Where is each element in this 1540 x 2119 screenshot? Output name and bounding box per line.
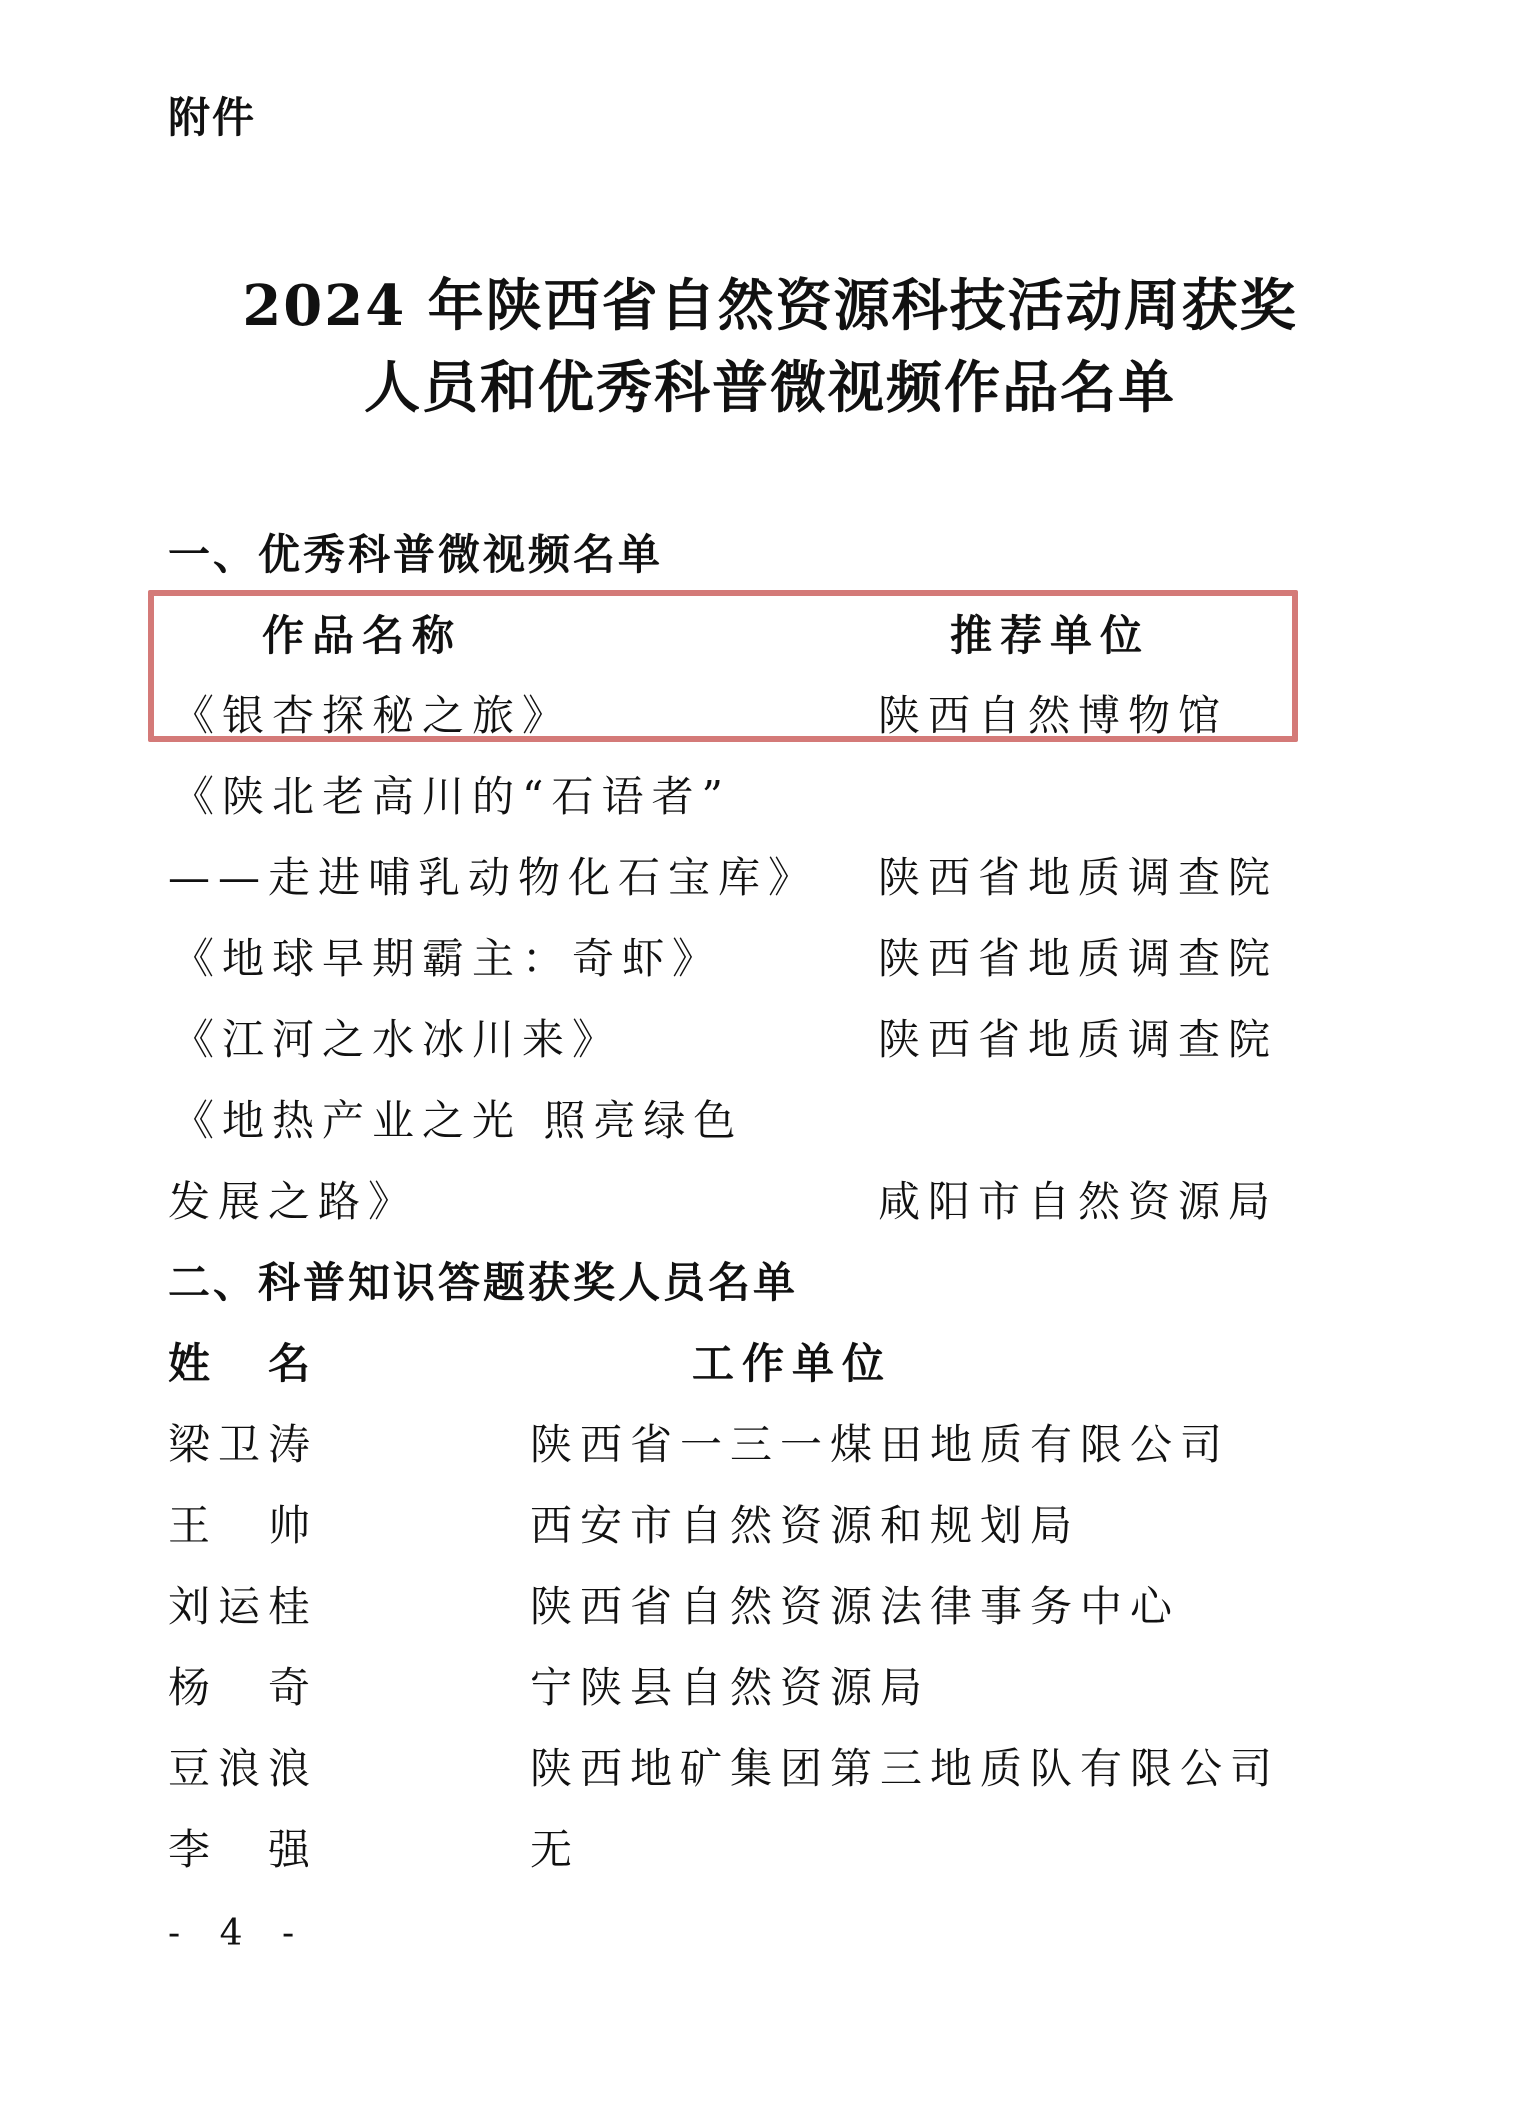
video-row-5-title: 《地热产业之光 照亮绿色 [172,1096,744,1145]
winner-row-1-name: 梁卫涛 [168,1420,319,1469]
winner-row-4-unit: 宁陕县自然资源局 [530,1663,931,1712]
column-header-recommending-unit: 推荐单位 [950,611,1151,660]
document-title-line-2: 人员和优秀科普微视频作品名单 [364,355,1176,421]
winner-row-2-unit: 西安市自然资源和规划局 [530,1501,1081,1550]
column-header-work-title: 作品名称 [262,611,463,660]
winner-row-4-name: 杨 奇 [168,1663,319,1712]
page-number: - 4 - [168,1913,309,1954]
winner-row-6-name: 李 强 [168,1825,319,1874]
column-header-work-unit: 工作单位 [692,1339,893,1388]
winner-row-3-name: 刘运桂 [168,1582,319,1631]
column-header-name: 姓 名 [168,1339,319,1388]
winner-row-1-unit: 陕西省一三一煤田地质有限公司 [530,1420,1231,1469]
video-row-2-title: 《陕北老高川的“石语者” [172,772,731,821]
video-row-2-unit: 陕西省地质调查院 [878,853,1279,902]
winner-row-5-name: 豆浪浪 [168,1744,319,1793]
video-row-5-title-cont: 发展之路》 [168,1177,419,1226]
video-row-5-unit: 咸阳市自然资源局 [878,1177,1279,1226]
section-1-heading: 一、优秀科普微视频名单 [168,530,664,579]
winner-row-3-unit: 陕西省自然资源法律事务中心 [530,1582,1181,1631]
section-2-heading: 二、科普知识答题获奖人员名单 [168,1258,799,1307]
document-title-line-1: 2024 年陕西省自然资源科技活动周获奖 [242,273,1298,339]
winner-row-5-unit: 陕西地矿集团第三地质队有限公司 [530,1744,1281,1793]
video-row-4-unit: 陕西省地质调查院 [878,1015,1279,1064]
video-row-1-title: 《银杏探秘之旅》 [172,691,573,740]
winner-row-6-unit: 无 [530,1825,581,1874]
attachment-label: 附件 [168,93,257,142]
video-row-4-title: 《江河之水冰川来》 [172,1015,623,1064]
video-row-2-title-cont: ——走进哺乳动物化石宝库》 [168,853,819,902]
video-row-3-title: 《地球早期霸主：奇虾》 [172,934,723,983]
video-row-1-unit: 陕西自然博物馆 [878,691,1229,740]
video-row-3-unit: 陕西省地质调查院 [878,934,1279,983]
winner-row-2-name: 王 帅 [168,1501,319,1550]
